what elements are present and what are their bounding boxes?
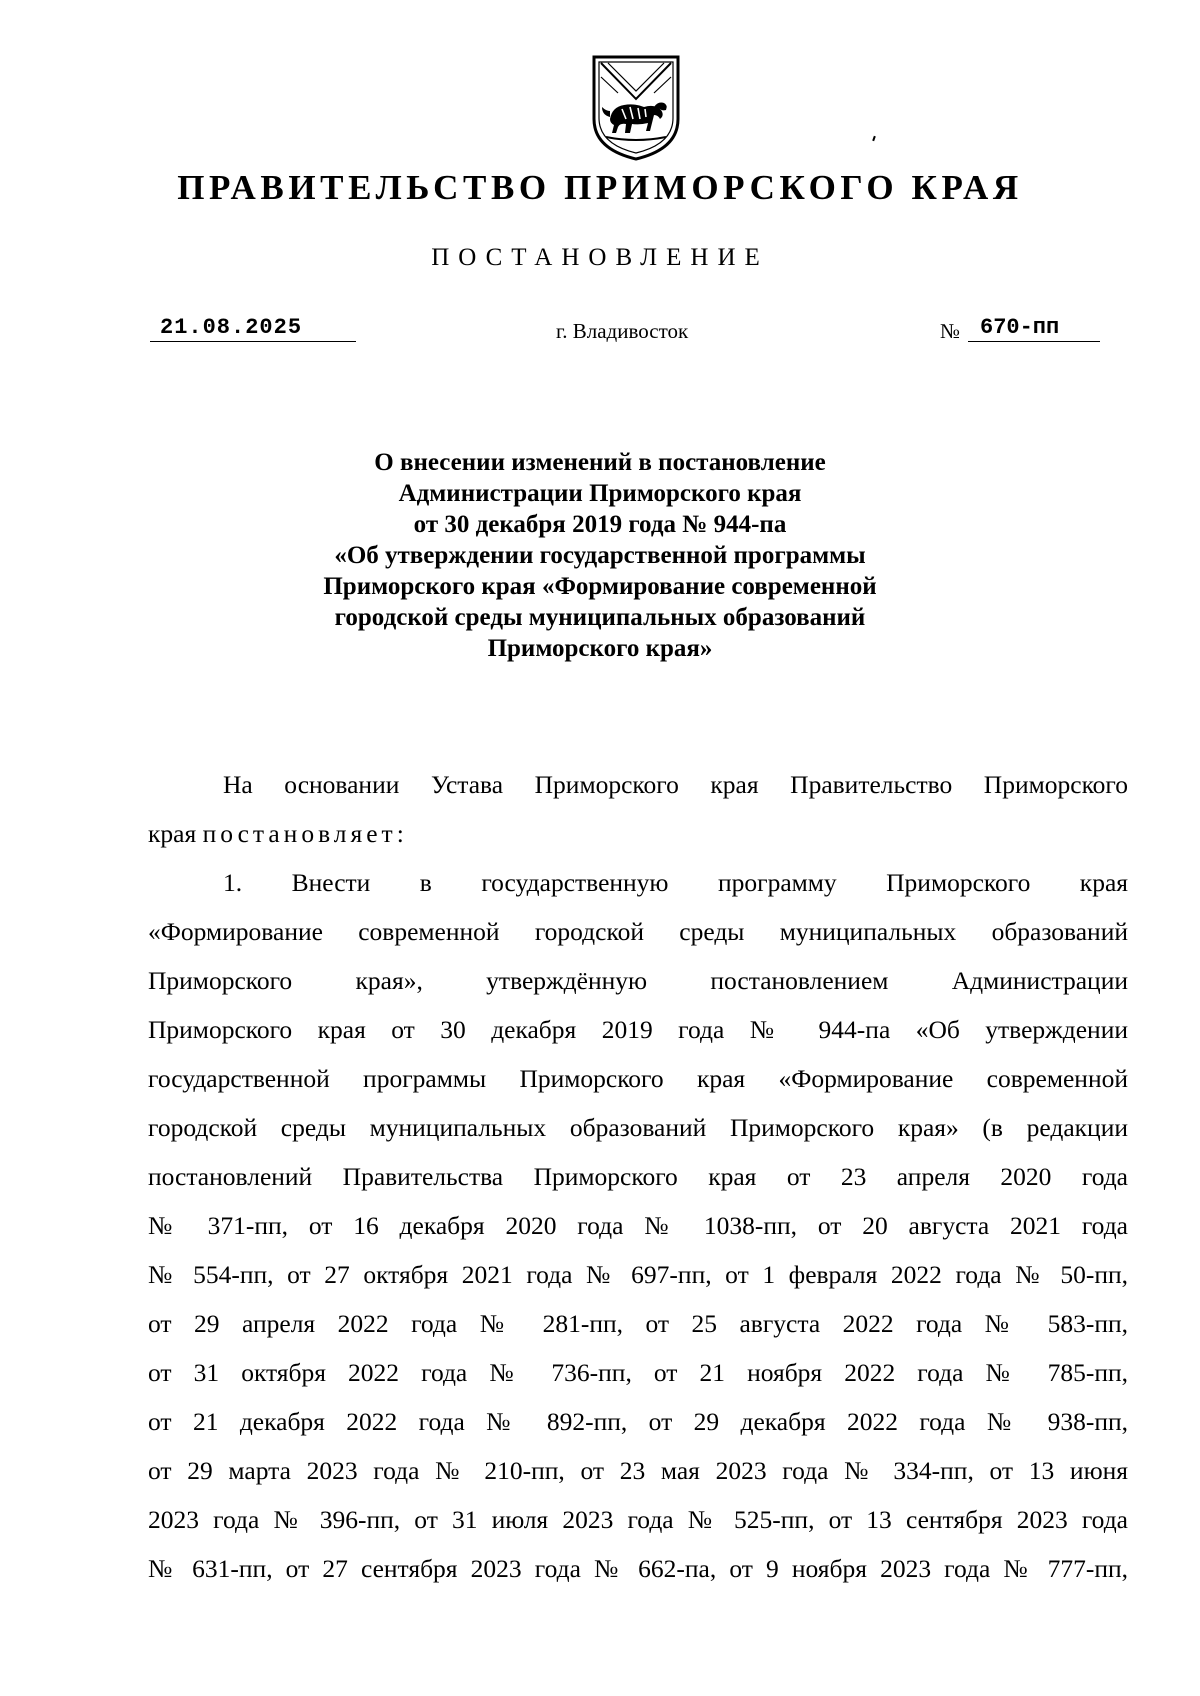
item1-line: государственной программы Приморского края «Формирование современной (148, 1064, 1128, 1093)
resolves-word: постановляет: (202, 819, 408, 848)
subject-line: Приморского края «Формирование современной (323, 573, 877, 600)
subject-line: Администрации Приморского края (398, 480, 802, 507)
document-date: 21.08.2025 (150, 315, 356, 342)
item1-line: 1. Внести в государственную программу Приморского края (223, 868, 1128, 897)
subject-line: от 30 декабря 2019 года № 944-па (413, 511, 787, 538)
item1-line: от 29 марта 2023 года № 210-пп, от 23 мая 2023 года № 334-пп, от 13 июня (148, 1456, 1128, 1485)
subject-line: Приморского края» (487, 635, 713, 662)
item1-line: № 631-пп, от 27 сентября 2023 года № 662-па, от 9 ноября 2023 года № 777-пп, (148, 1554, 1128, 1583)
item1-line: № 371-пп, от 16 декабря 2020 года № 1038-пп, от 20 августа 2021 года (148, 1211, 1128, 1240)
document-subject (250, 447, 950, 664)
number-sign: № (940, 319, 961, 343)
item1-line: от 29 апреля 2022 года № 281-пп, от 25 августа 2022 года № 583-пп, (148, 1309, 1128, 1338)
item1-line: 2023 года № 396-пп, от 31 июля 2023 года № 525-пп, от 13 сентября 2023 года (148, 1505, 1128, 1534)
item1-line: городской среды муниципальных образований Приморского края» (в редакции (148, 1113, 1128, 1142)
item1-line: Приморского края от 30 декабря 2019 года № 944-па «Об утверждении (148, 1015, 1128, 1044)
intro-text: края (148, 819, 203, 848)
coat-of-arms-icon (588, 53, 684, 163)
item1-line: постановлений Правительства Приморского края от 23 апреля 2020 года (148, 1162, 1128, 1191)
item1-line: от 21 декабря 2022 года № 892-пп, от 29 декабря 2022 года № 938-пп, (148, 1407, 1128, 1436)
intro-line (148, 814, 1128, 863)
intro-line: На основании Устава Приморского края Правительство Приморского (223, 770, 1128, 799)
item1-line: Приморского края», утверждённую постановлением Администрации (148, 966, 1128, 995)
subject-line: городской среды муниципальных образований (334, 604, 866, 631)
item1-line: «Формирование современной городской среды муниципальных образований (148, 917, 1128, 946)
scan-speck (872, 136, 876, 141)
subject-line: О внесении изменений в постановление (374, 449, 826, 476)
document-type: ПОСТАНОВЛЕНИЕ (431, 244, 769, 271)
item1-line: от 31 октября 2022 года № 736-пп, от 21 ноября 2022 года № 785-пп, (148, 1358, 1128, 1387)
document-city: г. Владивосток (556, 319, 689, 343)
document-number: 670-пп (968, 315, 1100, 342)
document-body (148, 765, 1128, 1598)
subject-line: «Об утверждении государственной программы (334, 542, 866, 569)
government-title: ПРАВИТЕЛЬСТВО ПРИМОРСКОГО КРАЯ (177, 168, 1023, 207)
item1-line: № 554-пп, от 27 октября 2021 года № 697-пп, от 1 февраля 2022 года № 50-пп, (148, 1260, 1128, 1289)
